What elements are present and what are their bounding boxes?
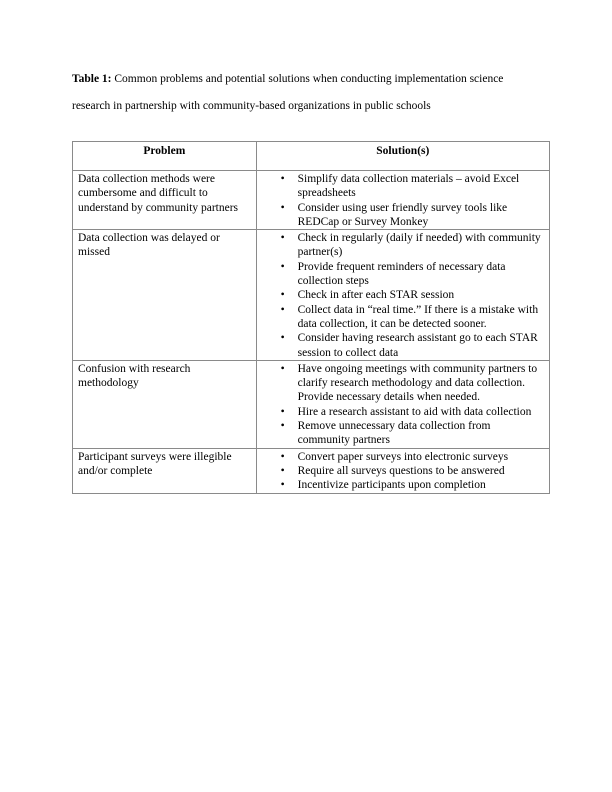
- solution-column-header: Solution(s): [256, 142, 549, 171]
- problem-cell: Participant surveys were illegible and/or complete: [73, 448, 257, 493]
- table-body: [73, 171, 550, 494]
- table-caption-line-2: research in partnership with community-based organizations in public schools: [72, 100, 431, 112]
- table-caption-line-1: [72, 72, 552, 86]
- bullet-icon: •: [280, 464, 285, 477]
- problem-cell: Confusion with research methodology: [73, 360, 257, 448]
- solution-text: Incentivize participants upon completion: [297, 479, 486, 492]
- table-row: [73, 360, 550, 448]
- problem-column-header: Problem: [73, 142, 257, 171]
- solution-item: [257, 288, 545, 302]
- solution-text: Check in regularly (daily if needed) with community partner(s): [297, 232, 541, 259]
- solution-list: [257, 172, 545, 229]
- solution-text: Hire a research assistant to aid with data collection: [297, 405, 532, 418]
- solution-item: [257, 478, 545, 492]
- table-caption-label: Table 1:: [72, 73, 112, 85]
- solution-text: Collect data in “real time.” If there is a mistake with data collection, it can be detected sooner.: [297, 303, 539, 330]
- bullet-icon: •: [280, 232, 285, 245]
- solution-list: [257, 362, 545, 448]
- solution-list: [257, 450, 545, 493]
- solution-cell: [256, 360, 549, 448]
- solution-text: Provide frequent reminders of necessary data collection steps: [297, 260, 506, 288]
- bullet-icon: •: [280, 405, 285, 418]
- solution-item: [257, 331, 545, 360]
- solution-item: [257, 405, 545, 419]
- solution-item: [257, 231, 545, 260]
- bullet-icon: •: [280, 420, 285, 433]
- solution-text: Consider having research assistant go to each STAR session to collect data: [297, 332, 538, 359]
- solution-text: Consider using user friendly survey tools like REDCap or Survey Monkey: [297, 201, 508, 228]
- table-caption-text-1: Common problems and potential solutions when conducting implementation science: [111, 73, 504, 85]
- bullet-icon: •: [280, 289, 285, 302]
- solution-list: [257, 231, 545, 360]
- solution-item: [257, 201, 545, 230]
- table-row: [73, 448, 550, 493]
- solution-item: [257, 303, 545, 332]
- problems-solutions-table: [72, 141, 550, 494]
- solution-text: Require all surveys questions to be answered: [297, 464, 505, 477]
- problem-cell: Data collection was delayed or missed: [73, 230, 257, 361]
- table-header-row: [73, 142, 550, 171]
- problem-cell: Data collection methods were cumbersome and difficult to understand by community partners: [73, 171, 257, 230]
- bullet-icon: •: [280, 173, 285, 185]
- bullet-icon: •: [280, 201, 285, 214]
- solution-item: [257, 172, 545, 201]
- table-row: [73, 230, 550, 361]
- bullet-icon: •: [280, 450, 285, 463]
- solution-item: [257, 362, 545, 405]
- solution-item: [257, 419, 545, 448]
- solution-cell: [256, 448, 549, 493]
- bullet-icon: •: [280, 332, 285, 345]
- solution-item: [257, 464, 545, 478]
- solution-cell: [256, 171, 549, 230]
- solution-item: [257, 260, 545, 289]
- solution-text: Simplify data collection materials – avoid Excel spreadsheets: [297, 173, 520, 200]
- solution-item: [257, 450, 545, 464]
- solution-cell: [256, 230, 549, 361]
- table-row: [73, 171, 550, 230]
- bullet-icon: •: [280, 260, 285, 273]
- bullet-icon: •: [280, 362, 285, 375]
- solution-text: Remove unnecessary data collection from community partners: [297, 420, 491, 447]
- solution-text: Convert paper surveys into electronic surveys: [297, 450, 509, 463]
- solution-text: Have ongoing meetings with community partners to clarify research methodology and data collection. Provide necessary details when needed.: [297, 362, 538, 404]
- bullet-icon: •: [280, 479, 285, 492]
- solution-text: Check in after each STAR session: [297, 289, 455, 302]
- bullet-icon: •: [280, 303, 285, 316]
